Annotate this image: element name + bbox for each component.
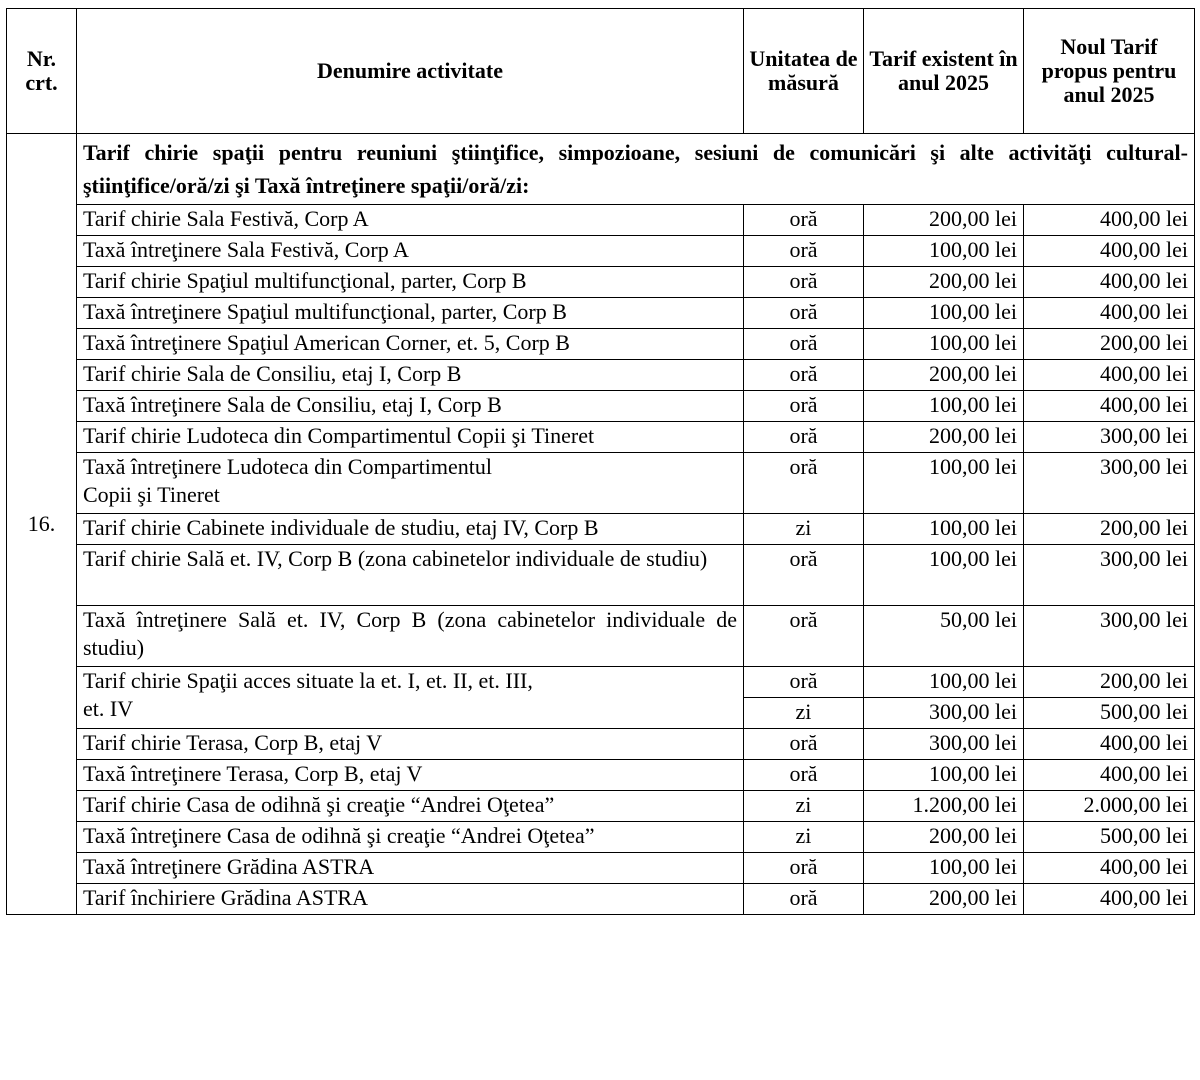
new-price-cell: 2.000,00 lei xyxy=(1024,791,1195,822)
table-row xyxy=(7,514,1195,545)
unit-cell: oră xyxy=(744,267,864,298)
table-header-row xyxy=(7,9,1195,134)
activity-name-line: et. IV xyxy=(83,696,134,721)
old-price-cell: 200,00 lei xyxy=(864,422,1024,453)
table-row xyxy=(7,853,1195,884)
old-price-cell: 100,00 lei xyxy=(864,514,1024,545)
table-row xyxy=(7,884,1195,915)
table-row xyxy=(7,298,1195,329)
table-row xyxy=(7,545,1195,606)
table-row xyxy=(7,453,1195,514)
unit-cell: oră xyxy=(744,453,864,514)
unit-cell: oră xyxy=(744,545,864,606)
table-row xyxy=(7,760,1195,791)
new-price-cell: 400,00 lei xyxy=(1024,360,1195,391)
table-row xyxy=(7,822,1195,853)
new-price-cell: 400,00 lei xyxy=(1024,760,1195,791)
activity-name: Taxă întreţinere Grădina ASTRA xyxy=(77,853,744,884)
unit-cell: zi xyxy=(744,822,864,853)
new-price-cell: 400,00 lei xyxy=(1024,391,1195,422)
new-price-cell: 300,00 lei xyxy=(1024,545,1195,606)
activity-name: Taxă întreţinere Terasa, Corp B, etaj V xyxy=(77,760,744,791)
new-price-cell: 400,00 lei xyxy=(1024,205,1195,236)
activity-name xyxy=(77,667,744,729)
section-number: 16. xyxy=(7,134,77,915)
old-price-cell: 100,00 lei xyxy=(864,760,1024,791)
new-price-cell: 400,00 lei xyxy=(1024,853,1195,884)
new-price-cell: 200,00 lei xyxy=(1024,514,1195,545)
table-row xyxy=(7,267,1195,298)
activity-name-line: Taxă întreţinere Ludoteca din Compartimentul xyxy=(83,454,492,479)
unit-cell: zi xyxy=(744,698,864,729)
header-new-price: Noul Tarif propus pentru anul 2025 xyxy=(1024,9,1195,134)
old-price-cell: 200,00 lei xyxy=(864,205,1024,236)
unit-cell: oră xyxy=(744,853,864,884)
new-price-cell: 200,00 lei xyxy=(1024,667,1195,698)
new-price-cell: 200,00 lei xyxy=(1024,329,1195,360)
activity-name xyxy=(77,453,744,514)
old-price-cell: 100,00 lei xyxy=(864,453,1024,514)
unit-cell: zi xyxy=(744,791,864,822)
old-price-cell: 100,00 lei xyxy=(864,329,1024,360)
unit-cell: zi xyxy=(744,514,864,545)
old-price-cell: 100,00 lei xyxy=(864,391,1024,422)
table-row xyxy=(7,360,1195,391)
unit-cell: oră xyxy=(744,422,864,453)
table-row xyxy=(7,422,1195,453)
tariff-document xyxy=(6,8,1194,915)
activity-name: Tarif chirie Terasa, Corp B, etaj V xyxy=(77,729,744,760)
section-title: Tarif chirie spaţii pentru reuniuni ştiinţifice, simpozioane, sesiuni de comunicări şi alte activităţi cultural-ştiinţifice/oră/zi şi Taxă întreţinere spaţii/oră/zi: xyxy=(77,134,1195,205)
new-price-cell: 300,00 lei xyxy=(1024,606,1195,667)
unit-cell: oră xyxy=(744,298,864,329)
unit-cell: oră xyxy=(744,236,864,267)
old-price-cell: 1.200,00 lei xyxy=(864,791,1024,822)
activity-name: Taxă întreţinere Casa de odihnă şi creaţie “Andrei Oţetea” xyxy=(77,822,744,853)
old-price-cell: 200,00 lei xyxy=(864,884,1024,915)
new-price-cell: 500,00 lei xyxy=(1024,698,1195,729)
table-row xyxy=(7,391,1195,422)
unit-cell: oră xyxy=(744,606,864,667)
unit-cell: oră xyxy=(744,729,864,760)
unit-cell: oră xyxy=(744,391,864,422)
old-price-cell: 100,00 lei xyxy=(864,298,1024,329)
header-old-price: Tarif existent în anul 2025 xyxy=(864,9,1024,134)
old-price-cell: 50,00 lei xyxy=(864,606,1024,667)
table-row xyxy=(7,729,1195,760)
new-price-cell: 500,00 lei xyxy=(1024,822,1195,853)
old-price-cell: 100,00 lei xyxy=(864,545,1024,606)
activity-name: Tarif chirie Casa de odihnă şi creaţie “Andrei Oţetea” xyxy=(77,791,744,822)
activity-name: Tarif chirie Cabinete individuale de studiu, etaj IV, Corp B xyxy=(77,514,744,545)
unit-cell: oră xyxy=(744,329,864,360)
table-row xyxy=(7,236,1195,267)
table-row xyxy=(7,791,1195,822)
header-unit: Unitatea de măsură xyxy=(744,9,864,134)
tariff-table xyxy=(6,8,1195,915)
old-price-cell: 100,00 lei xyxy=(864,236,1024,267)
activity-name: Taxă întreţinere Spaţiul American Corner, et. 5, Corp B xyxy=(77,329,744,360)
table-row xyxy=(7,329,1195,360)
activity-name: Tarif chirie Sala Festivă, Corp A xyxy=(77,205,744,236)
activity-name: Tarif închiriere Grădina ASTRA xyxy=(77,884,744,915)
activity-name: Tarif chirie Ludoteca din Compartimentul Copii şi Tineret xyxy=(77,422,744,453)
unit-cell: oră xyxy=(744,360,864,391)
activity-name: Taxă întreţinere Sala de Consiliu, etaj I, Corp B xyxy=(77,391,744,422)
activity-name: Tarif chirie Spaţiul multifuncţional, parter, Corp B xyxy=(77,267,744,298)
table-row xyxy=(7,667,1195,698)
unit-cell: oră xyxy=(744,205,864,236)
activity-name-line: Copii şi Tineret xyxy=(83,482,220,507)
unit-cell: oră xyxy=(744,884,864,915)
section-row xyxy=(7,134,1195,205)
table-row xyxy=(7,606,1195,667)
old-price-cell: 200,00 lei xyxy=(864,360,1024,391)
old-price-cell: 100,00 lei xyxy=(864,853,1024,884)
activity-name-line: Tarif chirie Spaţii acces situate la et. I, et. II, et. III, xyxy=(83,668,533,693)
header-nr: Nr. crt. xyxy=(7,9,77,134)
table-row xyxy=(7,205,1195,236)
old-price-cell: 200,00 lei xyxy=(864,267,1024,298)
new-price-cell: 300,00 lei xyxy=(1024,453,1195,514)
unit-cell: oră xyxy=(744,760,864,791)
new-price-cell: 400,00 lei xyxy=(1024,884,1195,915)
activity-name: Taxă întreţinere Sală et. IV, Corp B (zona cabinetelor individuale de studiu) xyxy=(77,606,744,667)
new-price-cell: 400,00 lei xyxy=(1024,298,1195,329)
new-price-cell: 400,00 lei xyxy=(1024,267,1195,298)
new-price-cell: 400,00 lei xyxy=(1024,236,1195,267)
old-price-cell: 200,00 lei xyxy=(864,822,1024,853)
new-price-cell: 300,00 lei xyxy=(1024,422,1195,453)
activity-name: Tarif chirie Sală et. IV, Corp B (zona cabinetelor individuale de studiu) xyxy=(77,545,744,606)
activity-name: Taxă întreţinere Spaţiul multifuncţional, parter, Corp B xyxy=(77,298,744,329)
new-price-cell: 400,00 lei xyxy=(1024,729,1195,760)
old-price-cell: 300,00 lei xyxy=(864,729,1024,760)
activity-name: Tarif chirie Sala de Consiliu, etaj I, Corp B xyxy=(77,360,744,391)
header-name: Denumire activitate xyxy=(77,9,744,134)
unit-cell: oră xyxy=(744,667,864,698)
activity-name: Taxă întreţinere Sala Festivă, Corp A xyxy=(77,236,744,267)
old-price-cell: 100,00 lei xyxy=(864,667,1024,698)
old-price-cell: 300,00 lei xyxy=(864,698,1024,729)
